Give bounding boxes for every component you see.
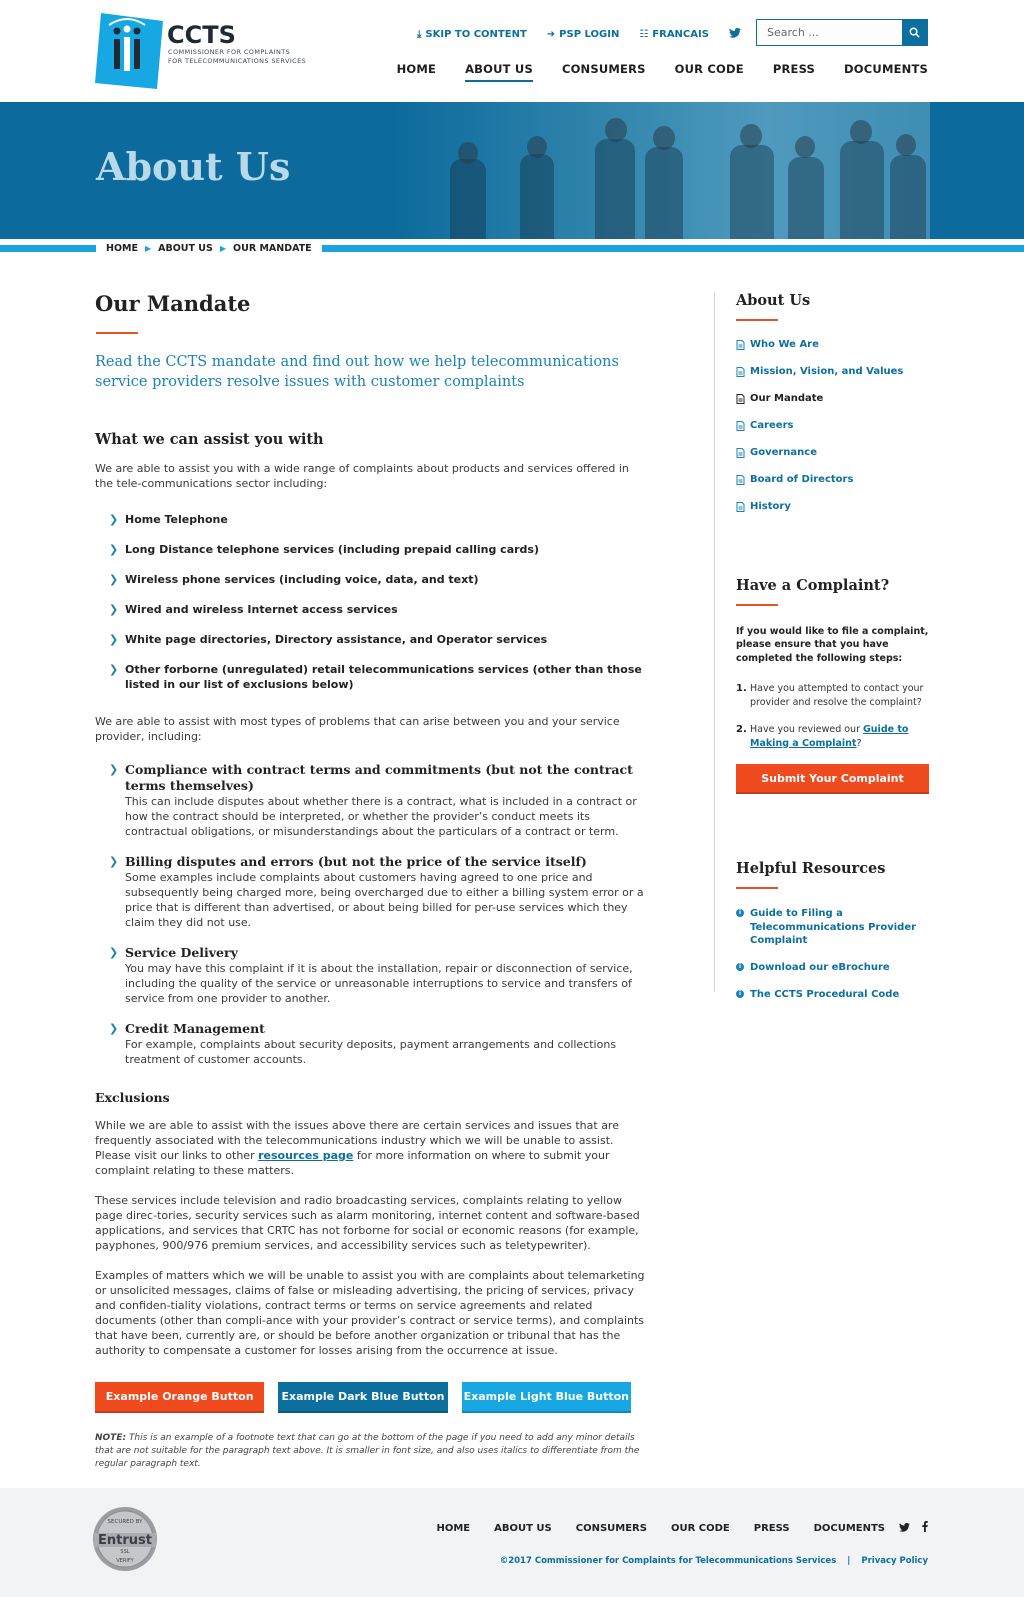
page-title: Our Mandate (95, 291, 251, 316)
list-item (736, 723, 929, 750)
list-item (95, 1021, 645, 1067)
resource-label: Guide to Filing a Telecommunications Provider Complaint (750, 908, 917, 946)
document-icon (736, 367, 745, 377)
problem-title: Credit Management (125, 1021, 265, 1036)
complaint-steps (736, 682, 929, 750)
resource-link[interactable] (736, 907, 929, 948)
footer-nav (412, 1521, 928, 1535)
example-light-blue-button[interactable]: Example Light Blue Button (462, 1382, 631, 1413)
chevron-right-icon: ▶ (219, 244, 227, 253)
utility-nav (417, 26, 766, 42)
chevron-right-icon: ❯ (109, 633, 119, 646)
assist-heading: What we can assist you with (95, 431, 324, 448)
sidebar-underline (736, 319, 778, 321)
ccts-logo-icon[interactable] (95, 13, 163, 89)
note-text: This is an example of a footnote text that can go at the bottom of the page if you need to add any minor details that are not suitable for the paragraph text above. It is smaller in font size, and also uses italics to differentiate from the regular paragraph text. (95, 1433, 640, 1469)
logo-sub-line2: FOR TELECOMMUNICATIONS SERVICES (168, 57, 307, 65)
seal-bottom: VERIFY (116, 1558, 134, 1564)
footer-nav-documents[interactable]: DOCUMENTS (813, 1522, 885, 1534)
resources-links (736, 907, 929, 1002)
exclusions-paragraph-3: Examples of matters which we will be unable to assist you with are complaints about telemarketing or unsolicited messages, claims of false or misleading advertising, the pricing of services, privacy and confiden-tiality violations, contract terms or terms on service agreements and related documents (other than compli-ance with your provider’s contract or service terms), and complaints that have been, currently are, or should be before another organization or tribunal that has the authority to compensate a customer for losses arising from the occurrence at issue. (95, 1269, 645, 1357)
list-item-text: Wireless phone services (including voice, data, and text) (125, 573, 479, 586)
translate-icon: ☷ (639, 28, 649, 40)
problem-title: Service Delivery (125, 945, 238, 960)
list-item (95, 662, 645, 692)
chevron-right-icon: ❯ (109, 855, 119, 868)
chevron-right-icon: ❯ (109, 513, 119, 526)
copyright-text: ©2017 Commissioner for Complaints for Telecommunications Services (499, 1556, 837, 1566)
assist-intro: We are able to assist you with a wide range of complaints about products and services offered in the tele-communications sector including: (95, 462, 629, 490)
footer-nav-press[interactable]: PRESS (753, 1522, 790, 1534)
step-number: 1. (736, 683, 747, 694)
logo-subtitle (168, 48, 306, 66)
info-icon: i (736, 990, 744, 998)
facebook-icon[interactable] (922, 1521, 928, 1535)
sidebar-item-label: Our Mandate (750, 393, 824, 404)
step-text-before: Have you reviewed our (750, 724, 863, 735)
list-item (95, 854, 645, 930)
footer-nav-consumers[interactable]: CONSUMERS (575, 1522, 647, 1534)
list-item (95, 542, 645, 557)
chevron-right-icon: ❯ (109, 543, 119, 556)
sidebar-item-label: Governance (750, 447, 818, 458)
breadcrumb-home[interactable]: HOME (106, 243, 138, 254)
document-icon (736, 340, 745, 350)
chevron-right-icon: ❯ (109, 663, 119, 676)
sidebar-item-history[interactable] (736, 500, 929, 514)
footer-nav-our-code[interactable]: OUR CODE (670, 1522, 730, 1534)
complaint-heading: Have a Complaint? (736, 576, 890, 594)
footer-nav-home[interactable]: HOME (436, 1522, 471, 1534)
list-item (95, 945, 645, 1006)
problem-desc: You may have this complaint if it is about the installation, repair or disconnection of service, including the quality of the service or unreasonable interruptions to service and transfers of service from one provider to another. (125, 962, 633, 1005)
sidebar-inner (736, 292, 929, 1015)
sidebar-item-mission[interactable] (736, 365, 929, 379)
list-item (95, 512, 645, 527)
list-item-text: Long Distance telephone services (including prepaid calling cards) (125, 543, 540, 556)
problem-title: Compliance with contract terms and commitments (but not the contract terms themselves) (125, 762, 633, 793)
chevron-right-icon: ❯ (109, 1022, 119, 1035)
search-button[interactable] (902, 20, 927, 45)
skip-label: SKIP TO CONTENT (425, 28, 527, 40)
resource-label: The CCTS Procedural Code (750, 989, 900, 1000)
lang-label: FRANCAIS (652, 28, 709, 40)
guide-link[interactable]: Guide to Making a Complaint (750, 724, 909, 749)
psp-login-link[interactable] (547, 29, 620, 40)
chevron-right-icon: ❯ (109, 763, 119, 776)
exclusions-p1-before: While we are able to assist with the issues above there are certain services and issues that are frequently associated with the telecommunications industry which we will be unable to assist. Please visit our links to other (95, 1119, 619, 1162)
document-icon (736, 394, 745, 404)
breadcrumb-current: OUR MANDATE (233, 243, 312, 254)
list-item (95, 762, 645, 839)
language-link[interactable] (639, 29, 709, 40)
site-header (0, 0, 1024, 102)
list-item (95, 572, 645, 587)
submit-complaint-button[interactable]: Submit Your Complaint (736, 764, 929, 794)
seal-ssl: SSL (120, 1549, 130, 1555)
lead-text: Read the CCTS mandate and find out how we help telecommunications service providers resolve issues with customer complaints (95, 354, 619, 390)
breadcrumb-about-us[interactable]: ABOUT US (158, 243, 213, 254)
login-icon: ➜ (546, 28, 556, 40)
list-item (736, 682, 929, 709)
list-item (95, 632, 645, 647)
document-icon (736, 448, 745, 458)
sidebar-item-label: History (750, 501, 791, 512)
search-icon (909, 27, 920, 38)
nav-our-code[interactable]: OUR CODE (674, 62, 744, 76)
hero-title: About Us (96, 144, 291, 189)
services-list (95, 512, 645, 692)
list-item-text: Other forborne (unregulated) retail telecommunications services (other than those listed in our list of exclusions below) (125, 663, 642, 691)
sidebar-item-our-mandate[interactable] (736, 392, 929, 406)
info-icon: i (736, 909, 744, 917)
logo-name[interactable]: CCTS (167, 21, 236, 49)
seal-text: Entrust (98, 1533, 152, 1548)
main-nav (368, 62, 928, 82)
breadcrumb (96, 241, 322, 256)
sidebar-item-who-we-are[interactable] (736, 338, 929, 352)
chevron-right-icon: ❯ (109, 946, 119, 959)
hero-banner (0, 102, 1024, 239)
document-icon (736, 502, 745, 512)
document-icon (736, 421, 745, 431)
skip-to-content-link[interactable] (417, 29, 527, 40)
resources-heading: Helpful Resources (736, 860, 886, 877)
list-item-text: Wired and wireless Internet access services (125, 603, 398, 616)
problem-desc: This can include disputes about whether there is a contract, what is included in a contract or how the contract should be interpreted, or whether the provider’s conduct meets its contractual obligations, or misunderstandings about the particulars of a contract or term. (125, 795, 637, 838)
copyright-separator: | (847, 1556, 851, 1566)
site-footer (0, 1488, 1024, 1597)
example-dark-blue-button[interactable]: Example Dark Blue Button (278, 1382, 447, 1413)
resource-label: Download our eBrochure (750, 962, 890, 973)
hero-photo (390, 102, 930, 239)
search-box (756, 19, 928, 46)
resources-page-link[interactable]: resources page (258, 1149, 354, 1162)
twitter-icon[interactable] (899, 1522, 910, 1535)
example-orange-button[interactable]: Example Orange Button (95, 1382, 264, 1413)
logo-sub-line1: COMMISSIONER FOR COMPLAINTS (168, 48, 291, 56)
nav-documents[interactable]: DOCUMENTS (844, 62, 928, 76)
sidebar-item-careers[interactable] (736, 419, 929, 433)
complaint-intro: If you would like to file a complaint, please ensure that you have completed the following steps: (736, 625, 929, 664)
nav-consumers[interactable]: CONSUMERS (561, 62, 646, 76)
sidebar-item-governance[interactable] (736, 446, 929, 460)
sidebar-underline (736, 604, 778, 606)
sidebar-item-label: Mission, Vision, and Values (750, 366, 904, 377)
nav-about-us[interactable]: ABOUT US (465, 62, 533, 82)
footnote (95, 1432, 645, 1471)
sidebar (714, 292, 929, 1000)
sidebar-item-board[interactable] (736, 473, 929, 487)
psp-label: PSP LOGIN (559, 28, 620, 40)
note-label: NOTE: (95, 1433, 127, 1443)
info-icon: i (736, 963, 744, 971)
entrust-seal-icon[interactable] (92, 1506, 158, 1572)
resource-link[interactable] (736, 961, 929, 975)
step-number: 2. (736, 724, 747, 735)
nav-press[interactable]: PRESS (772, 62, 816, 76)
exclusions-heading: Exclusions (95, 1090, 170, 1105)
nav-home[interactable]: HOME (396, 62, 437, 76)
sidebar-about-links (736, 338, 929, 514)
problem-desc: For example, complaints about security deposits, payment arrangements and collections treatment of customer accounts. (125, 1038, 617, 1066)
arrow-down-icon: ⤓ (417, 28, 422, 40)
problems-intro: We are able to assist with most types of problems that can arise between you and your service provider, including: (95, 715, 620, 743)
copyright-line (500, 1556, 928, 1566)
exclusions-p1-after: for more information on where to submit your complaint relating to these matters. (95, 1149, 610, 1177)
chevron-right-icon: ❯ (109, 573, 119, 586)
seal-top: SECURED BY (107, 1519, 143, 1525)
document-icon (736, 475, 745, 485)
example-buttons (95, 1382, 645, 1413)
twitter-icon[interactable] (729, 27, 741, 41)
problem-desc: Some examples include complaints about customers having agreed to one price and subsequently being charged more, being overcharged due to either a billing system error or a price that is different than advertised, or about being billed for per-use services which they claim they did not use. (125, 871, 644, 929)
sidebar-item-label: Who We Are (750, 339, 819, 350)
main-content (95, 285, 645, 1471)
title-underline (96, 332, 138, 334)
chevron-right-icon: ▶ (144, 244, 152, 253)
list-item (95, 602, 645, 617)
sidebar-item-label: Careers (750, 420, 794, 431)
sidebar-about-heading: About Us (736, 292, 811, 309)
list-item-text: White page directories, Directory assistance, and Operator services (125, 633, 548, 646)
privacy-policy-link[interactable]: Privacy Policy (861, 1556, 928, 1566)
list-item-text: Home Telephone (125, 513, 228, 526)
resource-link[interactable] (736, 988, 929, 1002)
step-text: Have you attempted to contact your provider and resolve the complaint? (750, 683, 924, 708)
search-input[interactable] (757, 20, 902, 45)
sidebar-underline (736, 887, 778, 889)
step-text-after: ? (856, 737, 862, 749)
exclusions-paragraph-2: These services include television and radio broadcasting services, complaints relating to yellow page direc-tories, security services such as alarm monitoring, internet content and software-based applications, and services that CRTC has not forborne for social or economic reasons (for example, payphones, 900/976 premium services, and accessibility services such as teletypewriter). (95, 1194, 640, 1252)
chevron-right-icon: ❯ (109, 603, 119, 616)
problem-title: Billing disputes and errors (but not the price of the service itself) (125, 854, 587, 869)
problems-list (95, 762, 645, 1067)
exclusions-paragraph-1 (95, 1118, 645, 1178)
footer-nav-about-us[interactable]: ABOUT US (494, 1522, 552, 1534)
sidebar-item-label: Board of Directors (750, 474, 854, 485)
